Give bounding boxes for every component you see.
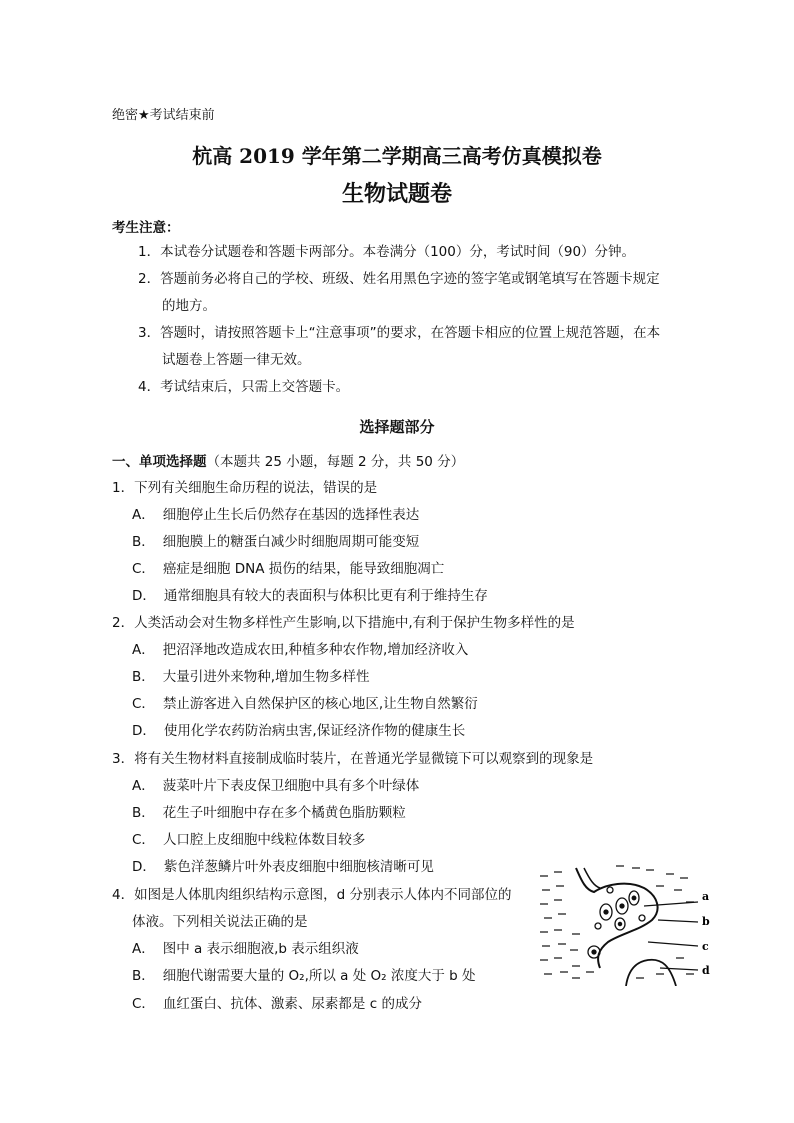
question-stem: [112, 478, 377, 498]
option-item: [132, 694, 478, 714]
question-stem: [112, 613, 575, 633]
question-number: 1．: [112, 480, 135, 496]
option-text: 细胞停止生长后仍然存在基因的选择性表达: [162, 507, 420, 523]
notice-item-number: 4．: [138, 379, 161, 395]
option-item: [132, 640, 468, 660]
option-text: 禁止游客进入自然保护区的核心地区,让生物自然繁衍: [162, 696, 478, 712]
exam-title: 杭高 2019 学年第二学期高三高考仿真模拟卷: [192, 144, 602, 168]
lymph-vessel: [626, 960, 676, 986]
notice-item-number: 2．: [138, 271, 161, 287]
option-label: D．: [132, 859, 156, 875]
option-item: [132, 939, 359, 959]
question-number: 4．: [112, 887, 135, 903]
question-stem-continuation: 体液。下列相关说法正确的是: [132, 914, 308, 930]
option-text: 人口腔上皮细胞中线粒体数目较多: [162, 832, 366, 848]
option-text: 通常细胞具有较大的表面积与体积比更有利于维持生存: [163, 588, 488, 604]
option-label: B．: [132, 534, 155, 550]
option-item: [132, 559, 444, 579]
confidential-notice: 绝密★考试结束前: [112, 108, 215, 123]
notice-item-text: 答题时，请按照答题卡上“注意事项”的要求，在答题卡相应的位置上规范答题，在本: [160, 325, 661, 341]
option-label: A．: [132, 778, 155, 794]
option-item: [132, 667, 370, 687]
option-label: B．: [132, 968, 155, 984]
option-label: C．: [132, 832, 155, 848]
question-number: 2．: [112, 615, 135, 631]
question-text: 如图是人体肌肉组织结构示意图，d 分别表示人体内不同部位的: [134, 887, 512, 903]
option-text: 菠菜叶片下表皮保卫细胞中具有多个叶绿体: [162, 778, 420, 794]
option-text: 紫色洋葱鳞片叶外表皮细胞中细胞核清晰可见: [163, 859, 434, 875]
option-label: A．: [132, 507, 155, 523]
option-label: C．: [132, 696, 155, 712]
option-text: 花生子叶细胞中存在多个橘黄色脂肪颗粒: [162, 805, 406, 821]
part-heading: [112, 452, 464, 472]
question-text: 下列有关细胞生命历程的说法，错误的是: [134, 480, 378, 496]
option-item: [132, 721, 465, 741]
option-text: 癌症是细胞 DNA 损伤的结果，能导致细胞凋亡: [162, 561, 445, 577]
option-text: 细胞膜上的糖蛋白减少时细胞周期可能变短: [162, 534, 420, 550]
figure-label-a: a: [702, 890, 710, 903]
option-item: [132, 857, 434, 877]
notice-item-text: 本试卷分试题卷和答题卡两部分。本卷满分（100）分，考试时间（90）分钟。: [160, 244, 636, 260]
option-label: A．: [132, 642, 155, 658]
option-text: 把沼泽地改造成农田,种植多种农作物,增加经济收入: [162, 642, 469, 658]
option-label: B．: [132, 669, 155, 685]
notice-item: [138, 323, 660, 343]
notice-item-continuation: 的地方。: [162, 298, 216, 314]
option-item: [132, 966, 476, 986]
notice-item-number: 3．: [138, 325, 161, 341]
part-label: 一、单项选择题: [112, 454, 207, 470]
option-label: B．: [132, 805, 155, 821]
option-item: [132, 776, 419, 796]
option-label: D．: [132, 588, 156, 604]
notice-item-continuation: 试题卷上答题一律无效。: [162, 352, 311, 368]
option-item: [132, 830, 365, 850]
question-text: 将有关生物材料直接制成临时装片，在普通光学显微镜下可以观察到的现象是: [134, 751, 594, 767]
exam-subtitle: 生物试题卷: [341, 181, 452, 207]
option-label: C．: [132, 561, 155, 577]
option-label: D．: [132, 723, 156, 739]
tissue-background-dashes: [540, 866, 694, 978]
notice-item: [138, 242, 635, 262]
notice-item-text: 考试结束后，只需上交答题卡。: [160, 379, 350, 395]
option-text: 图中 a 表示细胞液,b 表示组织液: [162, 941, 359, 957]
question-text: 人类活动会对生物多样性产生影响,以下措施中,有利于保护生物多样性的是: [134, 615, 575, 631]
option-text: 细胞代谢需要大量的 O₂,所以 a 处 O₂ 浓度大于 b 处: [162, 968, 476, 984]
notice-item: [138, 377, 349, 397]
notice-item-text: 答题前务必将自己的学校、班级、姓名用黑色字迹的签字笔或钢笔填写在答题卡规定: [160, 271, 660, 287]
option-item: [132, 586, 488, 606]
option-item: [132, 803, 406, 823]
section-title: 选择题部分: [359, 418, 435, 436]
question-stem: [112, 749, 593, 769]
muscle-tissue-diagram: [536, 862, 716, 986]
blood-cells: [588, 887, 645, 958]
capillary-inner-wall: [584, 868, 600, 888]
option-item: [132, 994, 422, 1014]
figure-label-d: d: [702, 964, 710, 977]
option-text: 血红蛋白、抗体、激素、尿素都是 c 的成分: [162, 996, 422, 1012]
notice-heading: 考生注意：: [112, 220, 180, 236]
option-label: C．: [132, 996, 155, 1012]
option-label: A．: [132, 941, 155, 957]
figure-label-b: b: [702, 915, 710, 928]
option-text: 使用化学农药防治病虫害,保证经济作物的健康生长: [163, 723, 466, 739]
notice-item-number: 1．: [138, 244, 161, 260]
part-description: （本题共 25 小题，每题 2 分，共 50 分）: [206, 454, 465, 470]
option-item: [132, 505, 419, 525]
question-stem: [112, 885, 511, 905]
option-item: [132, 532, 419, 552]
figure-label-c: c: [702, 940, 709, 953]
option-text: 大量引进外来物种,增加生物多样性: [162, 669, 370, 685]
notice-item: [138, 269, 660, 289]
question-number: 3．: [112, 751, 135, 767]
